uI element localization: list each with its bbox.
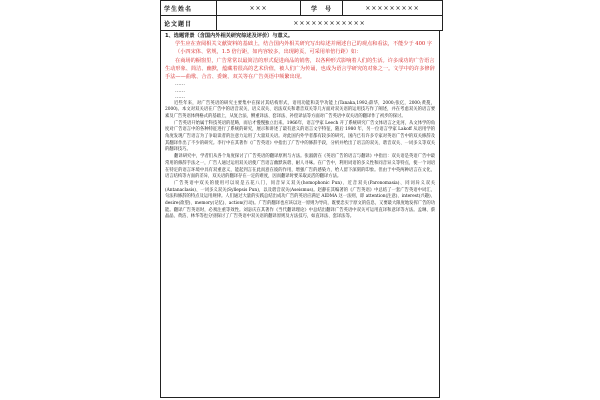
thesis-title-label: 论文题目	[161, 16, 217, 31]
header-row-student	[161, 1, 443, 16]
instruction-text: 学生应在查阅相关文献资料的基础上，结合国内外相关研究写出综述并阐述自己的观点和看法，不能少于 400 字	[175, 41, 433, 47]
example-paragraph: 在商场的橱窗里，广告常常以最简洁的形式促进商品的销售，以各种形式影响着人们的生活。许多成功的广告语言生动形象、简洁、幽默，蕴藏着很高的艺术价值，被人们广为传诵，也成为语言学研究的对象之一。文学中的许多修辞手法——曲歌、合音、委婉、双关等在广告英语中频繁出现。	[165, 58, 435, 80]
ellipsis-line: ……	[175, 87, 185, 94]
student-name-label: 学生姓名	[161, 1, 217, 16]
ellipsis-line: ……	[175, 81, 185, 87]
body-paragraph: 翻译研究中，学者们从各个角度探讨了广告英语的翻译原则与方法。张淑蔚在《英语广告的语言与翻译》中指出：双关语是英语广告中最常用的修辞手法之一，广告人通过运用双关语使广告语言幽默诙谐、耐人寻味。在广告中，利用词语的多义性和同音异义等特点，使一个词语在特定的语言环境中具有双重意义，能起到言在此而意在彼的作用，增强广告的感染力，给人留下深刻的印象。但由于中英两种语言在文化、语言结构等方面的差异，双关语的翻译存在一定的难度，因而翻译时要采取灵活的翻译方法。	[165, 154, 435, 180]
body-paragraph: 近些年来，对广告英语的研究主要集中在探讨其结构形式、语用功能和美学功能上(Tanaka,1992;薛华，2000;张亿，2000;黄蔓，2000)。本文对双关语在广告中的语音双关、语义双关、语法双关和谐音双关等几方面对双关语的运用技巧作了阐述，并在考虑双关的语言要素及广告英语体例格式的基础上，从复合法、侧重译法、套译法、补偿译法等方面对广告英语中双关语的翻译作了初步的探讨。	[165, 100, 435, 119]
form-page	[160, 0, 442, 400]
ellipsis-line: ……	[175, 94, 185, 100]
section-content	[160, 30, 440, 398]
body-paragraph: 广告英语开始属于科技英语的范畴，而后才慢慢独立出来。1966年，语言学家 Leech 开了系统研究广告文体语言之先河，从文体学的角度对广告语言中的各种特征进行了系统的研究，展示和讲述了最有意义的语言文字特征，随后 1980 年，另一位语言学家 Lakoff 从语用学的角度发现广告语言为了争取读者的注意力运用了大量双关语。对此国内外学者都有较多的研究，国内已有许多专家对英语广告中的双关修辞及其翻译作出了不少的研究。李行中在其著作《广告英语》中指出了广告中的修辞手段，分析并给出了语言的双关、谐音双关、一词多义等双关的翻译技巧。	[165, 120, 435, 153]
format-note: （小四宋体、常规，1.5 倍行距，如内容较多，出现跨页，可采用单倍行距）如：	[175, 49, 362, 55]
section-heading: 1、选题背景（含国内外相关研究综述及评价）与意义。	[165, 33, 294, 39]
header-row-title	[161, 16, 443, 31]
header-table	[160, 0, 443, 31]
student-id-label: 学 号	[301, 1, 343, 16]
thesis-title-value: ××××××××××××	[217, 16, 443, 31]
student-id-value: ×××××××××	[343, 1, 443, 16]
student-name-value: ×××	[217, 1, 301, 16]
body-paragraph: 广告英语中双关的使用可以说是五花八门，同音异义双关(homophonic Pun)、近音双关(Paronomasia)、同词异义双关(Antanaclasis)、一词多义双关(Syllepsis Pun)，以及谐音双关(Aseismus)。赵静在其编著的《广告英语》中总结了一套广告英语中词汇、句法和修辞的特点及运用规律。人们通过大量的实践总结出成功广告的英语应满足 AIDMA 这一法则，即 attention(注意)、interest(兴趣)、desire(欲望)、memory(记忆)、action(行动)。广告的翻译也应该以这一原则为导向，既要忠实于原文的信息，又要最大限度地发挥广告的功能。翻译广告英语时，必须注重等效性。刘宓庆在其著作《当代翻译理论》中总结出翻译广告英语中双关可运用直译和意译等方法。孟琳、蔡晶晶、黄洁、林华等也分别探讨了广告英语中双关语的翻译原则及方法技巧，如直译法、套译法等。	[165, 180, 435, 220]
